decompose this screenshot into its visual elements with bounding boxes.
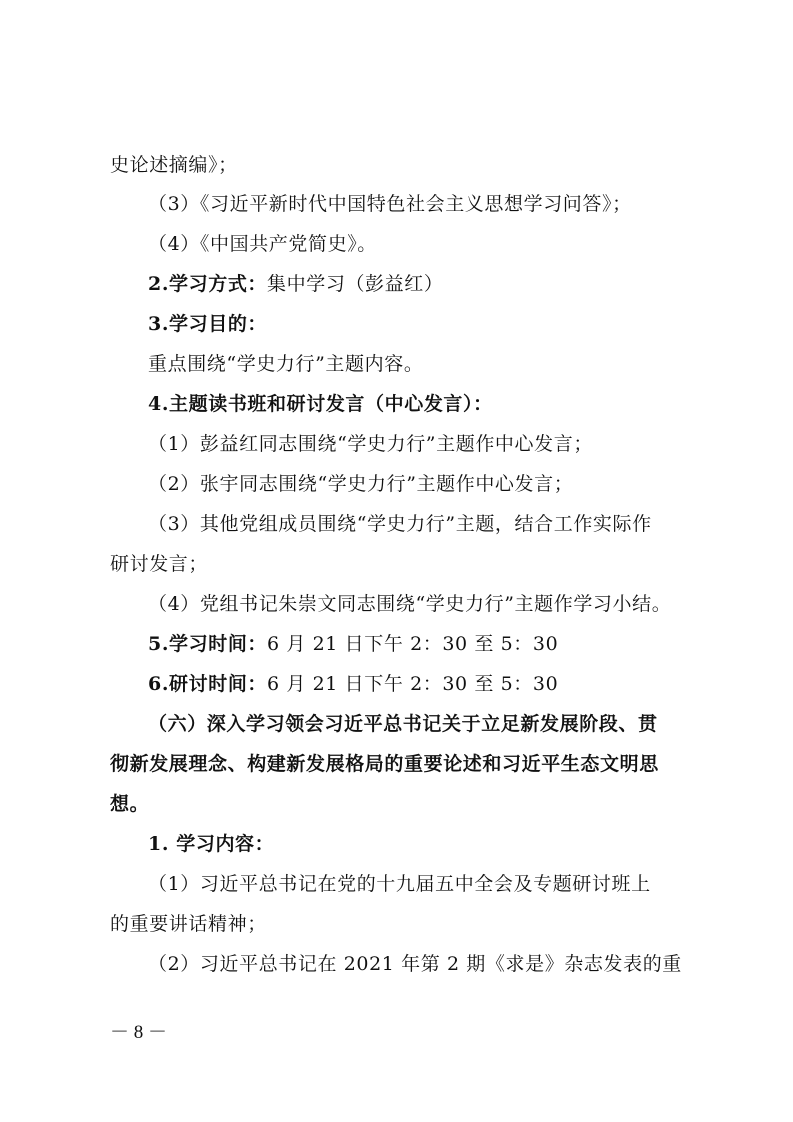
text-line-9: （2）张宇同志围绕“学史力行”主题作中心发言； [148, 473, 574, 495]
text-line-21: （2）习近平总书记在 2021 年第 2 期《求是》杂志发表的重 [148, 953, 682, 975]
text-line-4-text: 集中学习（彭益红） [267, 273, 444, 295]
text-line-13 [148, 631, 558, 657]
text-line-14-label: 6.研讨时间： [148, 673, 268, 695]
text-line-6: 重点围绕“学史力行”主题内容。 [148, 353, 424, 375]
text-line-7: 4.主题读书班和研讨发言（中心发言）： [148, 393, 493, 415]
text-line-5: 3.学习目的： [148, 313, 268, 335]
text-line-8: （1）彭益红同志围绕“学史力行”主题作中心发言； [148, 433, 593, 455]
text-line-1: 史论述摘编》； [110, 154, 238, 176]
text-line-13-text: 6 月 21 日下午 2：30 至 5：30 [267, 633, 559, 655]
text-line-13-label: 5.学习时间： [148, 633, 268, 655]
text-line-4-label: 2.学习方式： [148, 273, 268, 295]
text-line-12: （4）党组书记朱崇文同志围绕“学史力行”主题作学习小结。 [148, 593, 672, 615]
text-line-16: 彻新发展理念、构建新发展格局的重要论述和习近平生态文明思 [110, 753, 659, 775]
text-line-14-text: 6 月 21 日下午 2：30 至 5：30 [267, 673, 559, 695]
page-number: － 8 － [110, 1022, 168, 1043]
text-line-3: （4）《中国共产党简史》。 [148, 233, 377, 255]
text-line-2: （3）《习近平新时代中国特色社会主义思想学习问答》； [148, 193, 632, 215]
text-line-17: 想。 [110, 793, 150, 815]
text-line-18: 1. 学习内容： [148, 833, 275, 855]
text-line-14 [148, 671, 558, 697]
text-line-15: （六）深入学习领会习近平总书记关于立足新发展阶段、贯 [148, 713, 658, 735]
text-line-11: 研讨发言； [110, 553, 209, 575]
text-line-19: （1）习近平总书记在党的十九届五中全会及专题研讨班上 [148, 873, 651, 895]
text-line-4 [148, 271, 443, 297]
text-line-20: 的重要讲话精神； [110, 913, 267, 935]
text-line-10: （3）其他党组成员围绕“学史力行”主题，结合工作实际作 [148, 513, 652, 535]
